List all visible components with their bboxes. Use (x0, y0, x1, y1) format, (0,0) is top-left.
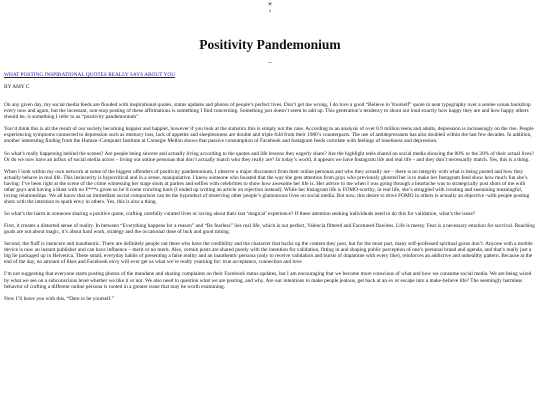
paragraph-8: I’m not suggesting that everyone starts posting photos of the mundane and sharing complaints on their Facebook status updates, but I am encouraging that we become more conscious of what and how we consume social media. We are being wired by what we see on a subconscious level whether we like it or not. We also need to question what we are posting, and why. Are our intentions to make people jealous, get back at an ex or escape into a make-believe life? The seemingly harmless behavior of crafting a different online persona is rooted in a greater issue that may be worth examining. (4, 271, 532, 290)
paragraph-5: So what’s the harm in someone sharing a positive quote, crafting carefully curated lives or raving about their last ‘magical’ experience? If these attention seeking individuals need to do this for validation, what’s the issue? (4, 210, 476, 217)
title-divider: – (268, 58, 272, 66)
sun-icon: ☀ (267, 2, 273, 8)
paragraph-6: First, it creates a distorted sense of reality. In between “Everything happens for a reason” and “Be fearless” lies real life, which is not perfect, Valencia filtered and Facetuned flawless. Life is messy. Fear is a necessary emotion for survival. Reaching goals are not about magic, it’s about hard work, strategy and the occasional dose of luck and good timing. (4, 223, 535, 236)
paragraph-2: You’d think this is all the result of our society becoming happier and happier, however if you look at the statistics this is simply not the case. According to an analysis of over 6.9 million teens and adults, depression is increasingly on the rise. People experiencing symptoms connected to depression such as memory loss, lack of appetite and sleeplessness are double and triple fold from their 1980’s counterparts. The use of antidepressants has also doubled within the last few decades. In addition, another interesting finding from the Human–Computer Institute at Carnegie Mellon shows that passive consumption of Facebook and Instagram feeds correlate with feelings of loneliness and depression. (4, 126, 534, 145)
female-symbol-icon: ♀ (267, 9, 273, 15)
paragraph-1: On any given day, my social media feeds are flooded with inspirational quotes, status updates and photos of people’s perfect lives. Don’t get me wrong, I do love a good “Believe in Yourself” quote in neat typography over a serene ocean backdrop every now and again, but the incessant, non-stop posting of these affirmations is something I find concerning. Something just doesn’t seem to add up. This generation’s tendency to shout out loud exactly how happy they are and how happy others should be, is something I refer to as “positivity pandemonium”. (4, 102, 531, 121)
header-icons (0, 2, 540, 16)
byline: BY AMY C (4, 84, 30, 91)
paragraph-9: Now I’ll leave you with this, “Dare to be yourself.” (4, 295, 114, 302)
article-subtitle-link[interactable]: WHAT POSTING INSPIRATIONAL QUOTES REALLY SAYS ABOUT YOU (4, 72, 176, 78)
paragraph-3: So what’s really happening behind the scenes? Are people being sincere and actually living according to the quotes and life lessons they eagerly share? Are the highlight reels shared on social media showing the 80% or the 20% of their actual lives? Or do we now have an influx of social media actors – living out online personas that don’t actually match who they really are? In today’s world, it appears we have Instagram life and real life – and they don’t necessarily match. Yes, this is a thing. (4, 150, 534, 163)
page-title: Positivity Pandemonium (199, 37, 341, 52)
paragraph-7: Second, the fluff is insincere and inauthentic. There are definitely people out there who have the credibility and the character that backs up the content they post, but for the most part, many self-professed spiritual gurus don’t. Anyone with a mobile device is now an instant publisher and can have influence – merit or no merit. Also, certain posts are shared purely with the intention for validation, fitting in and shaping public perception of one’s personal brand and agenda, and that’s really just a big lie packaged up in Helvetica. These small, everyday habits of presenting a false reality and an inauthentic persona (only to receive validation and bursts of dopamine with every like), reinforces an addictive and unhealthy pattern. Because at the end of the day, no amount of likes and Facebook envy will ever get us what we’re really yearning for: true acceptance, connection and love. (4, 241, 533, 266)
paragraph-4: When I look within my own network at some of the biggest offenders of positivity pandemonium, I observe a major disconnect from their online personas and who they actually are – there is no integrity with what is being posted and how they actually behave in real life. This insincerity is hypocritical and in a sense, manipulative. I know someone who boasted that the way she gets attention from guys who previously ghosted her is to make her Instagram feed show how much fun she’s having: I’ve been right at the scene of the crime witnessing her stage shots at parties and selfies with celebrities to show how awesome her life is. Her advice to me when I was going through a heartache was to strategically post shots of me with other guys and having a blast with no F***s given so he’d come crawling back (I ended up writing an article on rejection instead). While her Instagram life is FOMO-worthy, in real life, she’s struggled with creating and sustaining meaningful, loving relationships. We all know that an immediate social comparison can be the byproduct of observing other people’s glamourous lives on social media. But now, this desire to drive FOMO in others is actually an objective -with people posting shots with the intention to spark envy in others. Yes, this is also a thing. (4, 168, 530, 205)
article-body (4, 72, 536, 308)
